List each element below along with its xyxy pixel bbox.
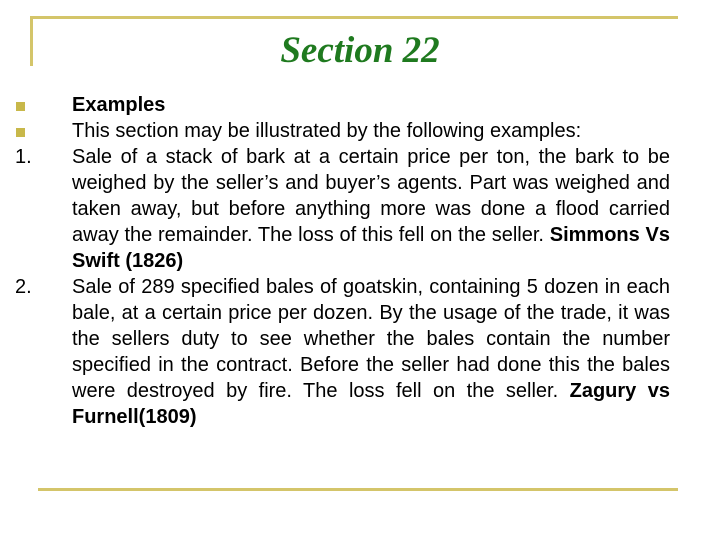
bullet-text: Examples [72,94,166,116]
item-number: 2. [15,276,32,298]
item-number: 1. [15,146,32,168]
bullet-item [72,92,670,118]
bullet-item [72,118,670,144]
item-text: Sale of 289 specified bales of goatskin, containing 5 dozen in each bale, at a certain price per dozen. By the usage of the trade, it was the sellers duty to see whether the bales contain the number specified in the contract. Before the seller had done this the bales were destroyed by fire. The loss fell on the seller. [72,276,670,402]
square-bullet-icon [15,92,55,118]
case-citation: Zagury vs Furnell(1809) [72,380,670,428]
frame-top-line [30,16,678,19]
slide-title: Section 22 [280,30,440,71]
case-citation: Simmons Vs Swift (1826) [72,224,670,272]
frame-bottom-line [38,488,678,491]
numbered-item [15,274,670,430]
slide-body [0,92,720,430]
square-bullet-icon [15,118,55,144]
numbered-item [15,144,670,274]
item-text: Sale of a stack of bark at a certain price per ton, the bark to be weighed by the seller’s and buyer’s agents. Part was weighed and taken away, but before anything more was done a flood carried away the remainder. The loss of this fell on the seller. [72,146,670,246]
bullet-text: This section may be illustrated by the following examples: [72,120,582,142]
